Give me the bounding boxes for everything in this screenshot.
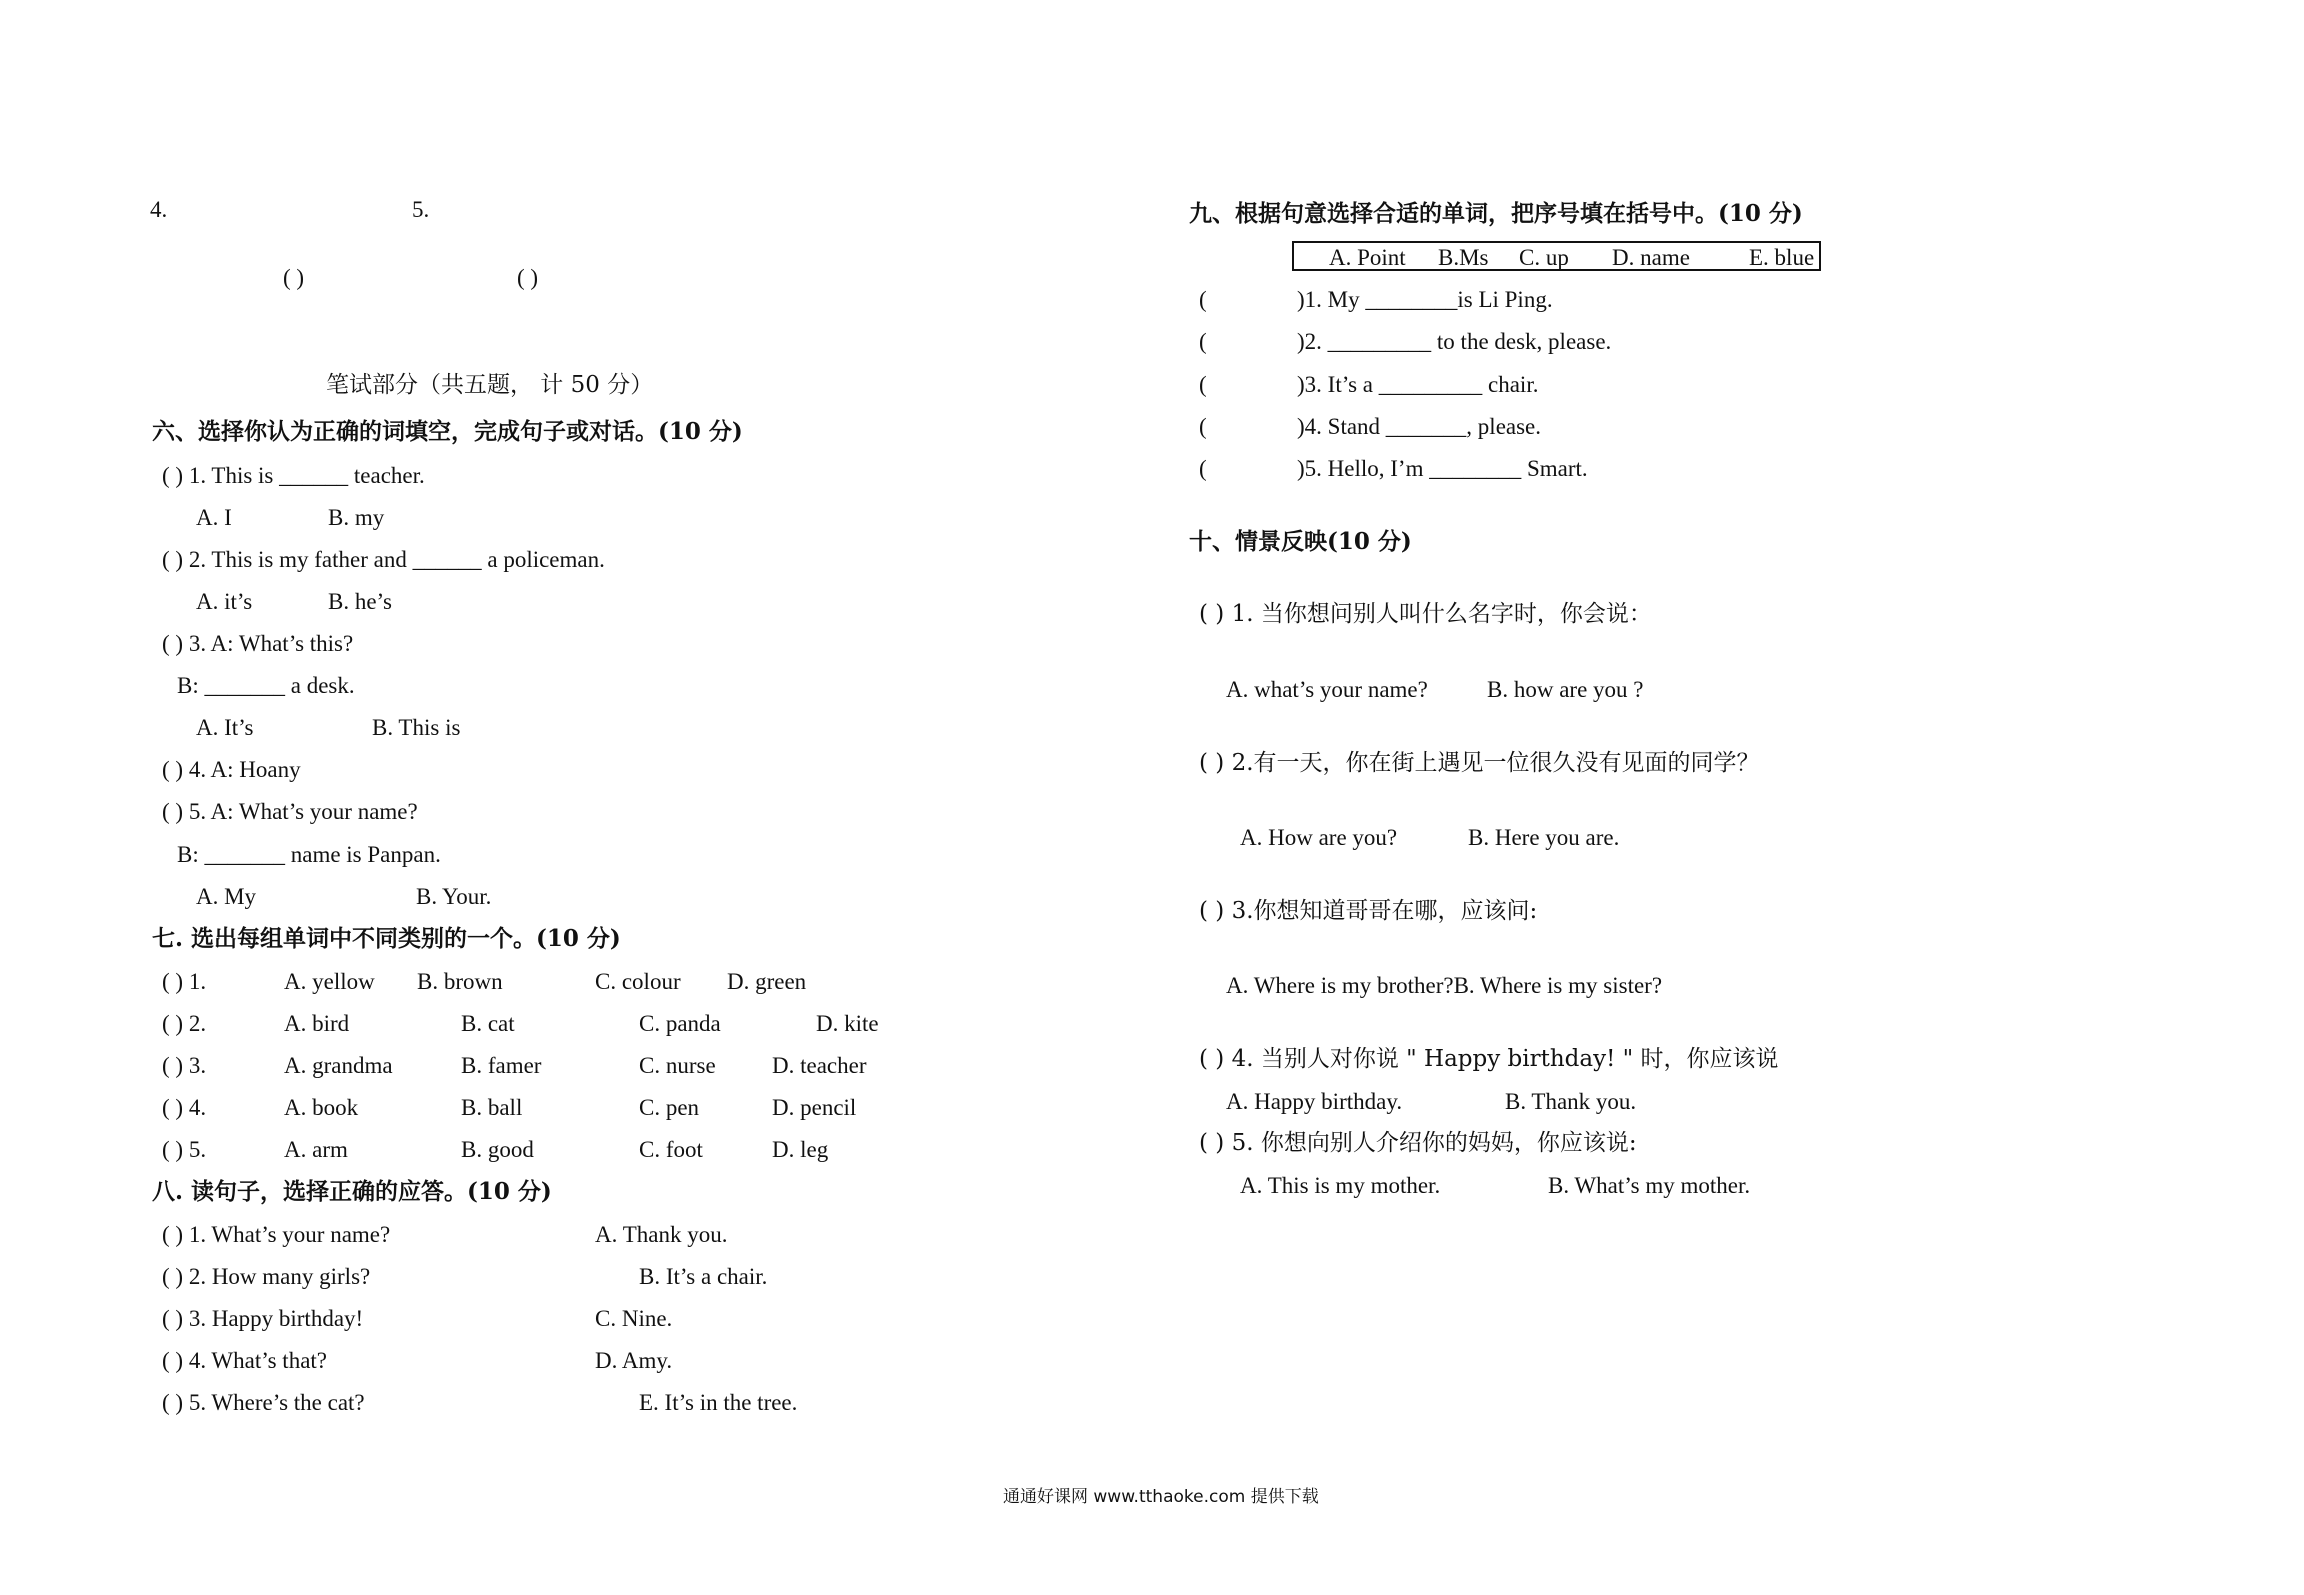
s7-option-a: A. grandma	[284, 1053, 393, 1078]
s6-question-2: ( ) 2. This is my father and ______ a policeman.	[162, 547, 605, 572]
section-7-heading: 七. 选出每组单词中不同类别的一个。(10 分)	[152, 925, 621, 952]
s10-q2-option-a: A. How are you?	[1240, 825, 1398, 850]
s10-question-1: ( ) 1. 当你想问别人叫什么名字时，你会说：	[1199, 601, 1652, 627]
word-option-b: B.Ms	[1438, 245, 1489, 270]
s6-question-1: ( ) 1. This is ______ teacher.	[162, 463, 425, 488]
s10-q4-option-b: B. Thank you.	[1505, 1089, 1637, 1114]
s6-q1-option-a: A. I	[196, 505, 232, 530]
s6-question-5: ( ) 5. A: What’s your name?	[162, 799, 418, 824]
footer-source: 通通好课网 www.tthaoke.com 提供下载	[1003, 1487, 1319, 1507]
section-8-heading: 八. 读句子，选择正确的应答。(10 分)	[152, 1178, 552, 1205]
s10-question-5: ( ) 5. 你想向别人介绍你的妈妈，你应该说:	[1199, 1130, 1637, 1156]
s7-option-a: A. yellow	[284, 969, 375, 994]
s7-option-c: C. panda	[639, 1011, 721, 1036]
s10-q5-option-a: A. This is my mother.	[1240, 1173, 1441, 1198]
s6-q3-option-b: B. This is	[372, 715, 461, 740]
s7-option-b: B. famer	[461, 1053, 542, 1078]
s8-question: ( ) 4. What’s that?	[162, 1348, 327, 1373]
s10-question-3: ( ) 3.你想知道哥哥在哪，应该问:	[1199, 898, 1538, 924]
answer-blank-4: ( )	[283, 265, 305, 290]
s7-option-a: A. book	[284, 1095, 359, 1120]
s7-row-number: ( ) 2.	[162, 1011, 207, 1036]
s6-q3-response: B: _______ a desk.	[177, 673, 355, 698]
s8-question: ( ) 1. What’s your name?	[162, 1222, 391, 1247]
s9-answer-paren: (	[1199, 329, 1207, 354]
s8-answer: D. Amy.	[595, 1348, 673, 1373]
s7-row-number: ( ) 1.	[162, 969, 207, 994]
s9-answer-paren: (	[1199, 456, 1207, 481]
s7-option-c: C. foot	[639, 1137, 703, 1162]
s10-q1-option-a: A. what’s your name?	[1226, 677, 1428, 702]
s7-option-d: D. leg	[772, 1137, 829, 1162]
s8-answer: E. It’s in the tree.	[639, 1390, 798, 1415]
s9-sentence: )4. Stand _______, please.	[1297, 414, 1542, 439]
answer-blank-5: ( )	[517, 265, 539, 290]
s9-answer-paren: (	[1199, 414, 1207, 439]
s7-option-b: B. good	[461, 1137, 534, 1162]
s7-option-c: C. colour	[595, 969, 681, 994]
s8-question: ( ) 3. Happy birthday!	[162, 1306, 364, 1331]
s7-option-d: D. pencil	[772, 1095, 857, 1120]
s10-q1-option-b: B. how are you ?	[1487, 677, 1644, 702]
s9-answer-paren: (	[1199, 372, 1207, 397]
s6-q2-option-a: A. it’s	[196, 589, 253, 614]
s6-q1-option-b: B. my	[328, 505, 385, 530]
s6-q2-option-b: B. he’s	[328, 589, 392, 614]
section-6-heading: 六、选择你认为正确的词填空，完成句子或对话。(10 分)	[152, 418, 743, 445]
s7-option-b: B. cat	[461, 1011, 515, 1036]
s6-q5-response: B: _______ name is Panpan.	[177, 842, 441, 867]
s7-option-b: B. brown	[417, 969, 503, 994]
s7-option-a: A. bird	[284, 1011, 350, 1036]
s7-option-d: D. kite	[816, 1011, 879, 1036]
s8-question: ( ) 2. How many girls?	[162, 1264, 371, 1289]
s6-q3-option-a: A. It’s	[196, 715, 254, 740]
s7-option-a: A. arm	[284, 1137, 348, 1162]
s6-question-3: ( ) 3. A: What’s this?	[162, 631, 354, 656]
word-option-c: C. up	[1519, 245, 1569, 270]
s7-option-c: C. nurse	[639, 1053, 716, 1078]
section-10-heading: 十、情景反映(10 分)	[1189, 528, 1412, 555]
s7-row-number: ( ) 5.	[162, 1137, 207, 1162]
s7-option-d: D. teacher	[772, 1053, 867, 1078]
question-5-number: 5.	[412, 197, 430, 222]
s9-answer-paren: (	[1199, 287, 1207, 312]
s10-q2-option-b: B. Here you are.	[1468, 825, 1620, 850]
s9-sentence: )3. It’s a _________ chair.	[1297, 372, 1539, 397]
s10-q3-options: A. Where is my brother?B. Where is my sister?	[1226, 973, 1663, 998]
word-option-a: A. Point	[1329, 245, 1406, 270]
s6-q5-option-a: A. My	[196, 884, 257, 909]
s7-option-c: C. pen	[639, 1095, 700, 1120]
s7-option-d: D. green	[727, 969, 807, 994]
s9-sentence: )2. _________ to the desk, please.	[1297, 329, 1612, 354]
s10-question-4: ( ) 4. 当别人对你说 " Happy birthday! " 时，你应该说	[1199, 1046, 1779, 1072]
s6-question-4: ( ) 4. A: Hoany	[162, 757, 301, 782]
s7-option-b: B. ball	[461, 1095, 523, 1120]
s7-row-number: ( ) 3.	[162, 1053, 207, 1078]
s8-answer: B. It’s a chair.	[639, 1264, 768, 1289]
written-part-title: 笔试部分（共五题， 计 50 分）	[326, 372, 654, 398]
s6-q5-option-b: B. Your.	[416, 884, 492, 909]
s7-row-number: ( ) 4.	[162, 1095, 207, 1120]
s10-q4-option-a: A. Happy birthday.	[1226, 1089, 1403, 1114]
s10-q5-option-b: B. What’s my mother.	[1548, 1173, 1751, 1198]
s8-answer: C. Nine.	[595, 1306, 673, 1331]
section-9-heading: 九、根据句意选择合适的单词，把序号填在括号中。(10 分)	[1189, 200, 1803, 227]
word-option-d: D. name	[1612, 245, 1690, 270]
s9-sentence: )5. Hello, I’m ________ Smart.	[1297, 456, 1588, 481]
word-option-e: E. blue	[1749, 245, 1815, 270]
s8-answer: A. Thank you.	[595, 1222, 728, 1247]
question-4-number: 4.	[150, 197, 168, 222]
s8-question: ( ) 5. Where’s the cat?	[162, 1390, 365, 1415]
s10-question-2: ( ) 2.有一天，你在街上遇见一位很久没有见面的同学？	[1199, 750, 1760, 776]
s9-sentence: )1. My ________is Li Ping.	[1297, 287, 1553, 312]
